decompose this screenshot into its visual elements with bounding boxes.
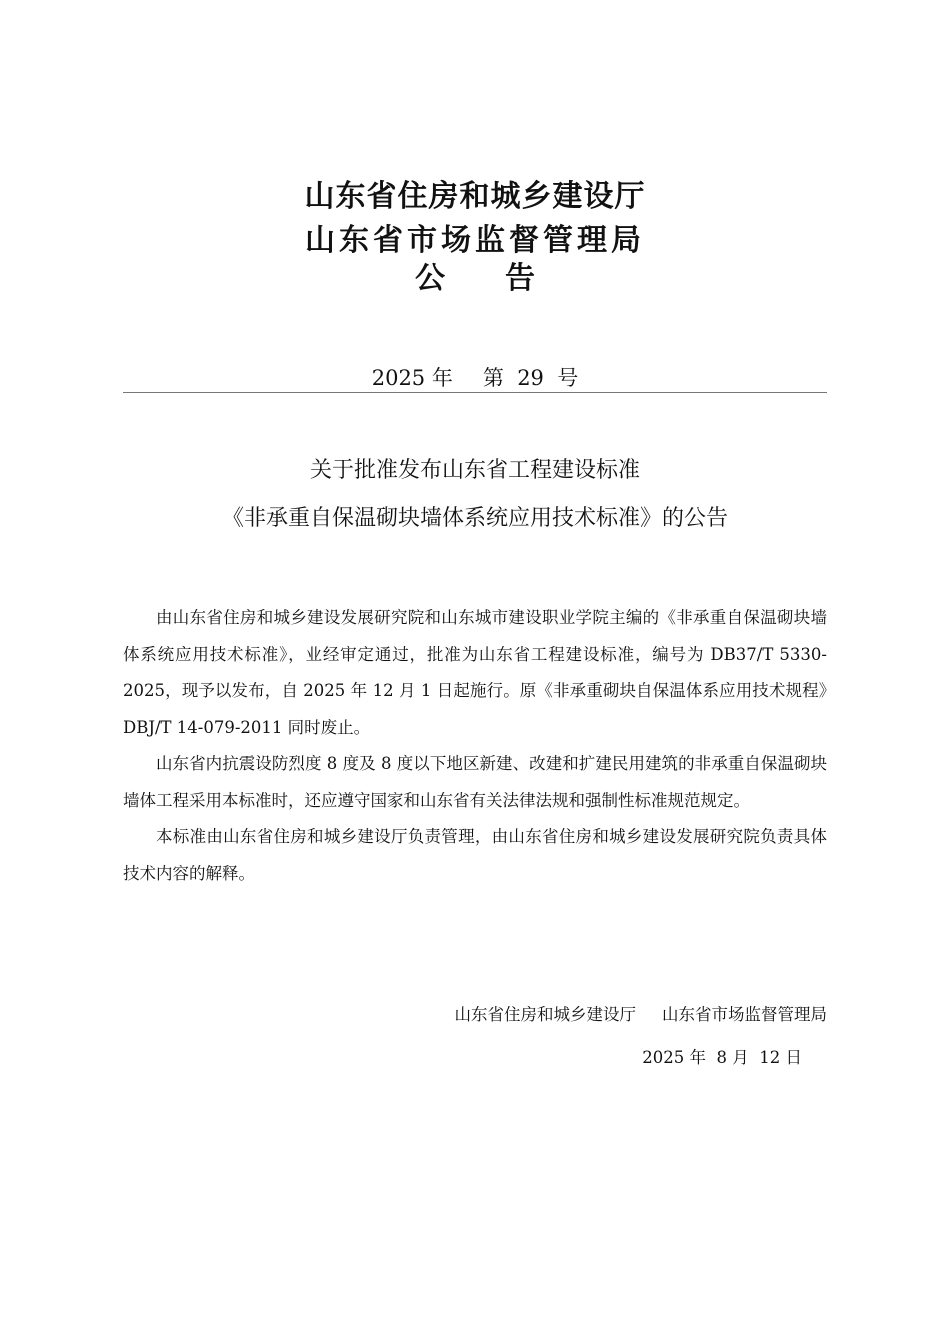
subject-line-2: 《非承重自保温砌块墙体系统应用技术标准》的公告 xyxy=(221,506,728,531)
issuer-title-market-bureau: 山东省市场监督管理局 xyxy=(305,223,645,258)
signature-date: 2025 年 8 月 12 日 xyxy=(642,1048,802,1067)
subject-line-1: 关于批准发布山东省工程建设标准 xyxy=(309,458,640,483)
header-divider xyxy=(123,392,827,393)
signer-housing-dept: 山东省住房和城乡建设厅 xyxy=(454,1005,636,1024)
issuer-title-housing-dept: 山东省住房和城乡建设厅 xyxy=(304,179,646,214)
body-paragraph: 本标准由山东省住房和城乡建设厅负责管理，由山东省住房和城乡建设发展研究院负责具体技术内容的解释。 xyxy=(123,827,827,883)
document-number xyxy=(0,364,950,392)
document-number-year: 2025 年 xyxy=(371,366,453,390)
body-paragraph: 由山东省住房和城乡建设发展研究院和山东城市建设职业学院主编的《非承重自保温砌块墙体系统应用技术标准》，业经审定通过，批准为山东省工程建设标准，编号为 DB37/T 5330-2025，现予以发布，自 2025 年 12 月 1 日起施行。原《非承重砌块自保温体系应用技术规程》DBJ/T 14-079-2011 同时废止。 xyxy=(123,608,827,737)
document-type-char-2: 告 xyxy=(505,261,535,296)
document-type-heading xyxy=(0,260,950,298)
signature-issuers xyxy=(455,1002,828,1028)
body-paragraph: 山东省内抗震设防烈度 8 度及 8 度以下地区新建、改建和扩建民用建筑的非承重自保温砌块墙体工程采用本标准时，还应遵守国家和山东省有关法律法规和强制性标准规范规定。 xyxy=(123,754,827,810)
document-type-char-1: 公 xyxy=(415,261,445,296)
document-number-index: 第 29 号 xyxy=(482,366,579,390)
announcement-body xyxy=(123,600,827,892)
signer-market-bureau: 山东省市场监督管理局 xyxy=(662,1005,827,1024)
